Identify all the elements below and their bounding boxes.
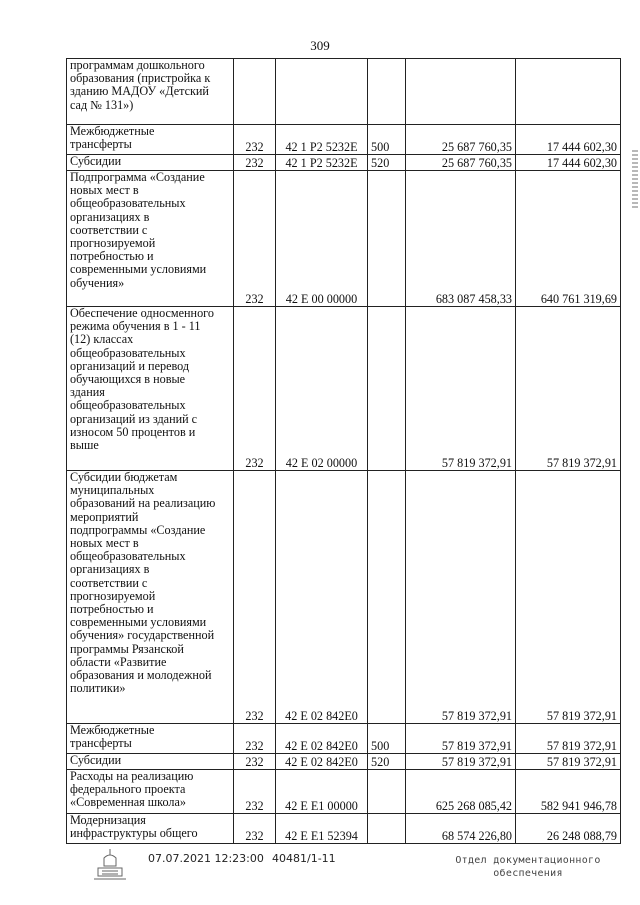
- row-sum-2: [516, 59, 621, 125]
- table-row: [67, 471, 621, 724]
- row-target-code: [276, 59, 368, 125]
- row-expense-type: 500: [368, 125, 406, 155]
- row-target-code: 42 1 P2 5232E: [276, 155, 368, 171]
- row-expense-type: [368, 814, 406, 844]
- footer-datetime: 07.07.2021 12:23:00: [148, 852, 264, 865]
- row-admin-code: 232: [234, 171, 276, 307]
- row-target-code: 42 Е 02 842Е0: [276, 754, 368, 770]
- row-name: программам дошкольного образования (пристройка к зданию МАДОУ «Детский сад № 131»): [67, 59, 234, 125]
- row-sum-1: 683 087 458,33: [406, 171, 516, 307]
- row-sum-1: 57 819 372,91: [406, 307, 516, 471]
- row-sum-2: 57 819 372,91: [516, 754, 621, 770]
- row-name: Расходы на реализацию федерального проекта «Современная школа»: [67, 770, 234, 814]
- row-admin-code: 232: [234, 155, 276, 171]
- row-admin-code: 232: [234, 770, 276, 814]
- row-sum-2: 17 444 602,30: [516, 125, 621, 155]
- row-sum-1: 68 574 226,80: [406, 814, 516, 844]
- row-admin-code: 232: [234, 471, 276, 724]
- row-expense-type: [368, 471, 406, 724]
- row-sum-1: 57 819 372,91: [406, 471, 516, 724]
- table-row: [67, 171, 621, 307]
- table-row: [67, 125, 621, 155]
- row-target-code: 42 Е Е1 52394: [276, 814, 368, 844]
- row-sum-2: 582 941 946,78: [516, 770, 621, 814]
- row-sum-1: 25 687 760,35: [406, 125, 516, 155]
- row-name: Межбюджетные трансферты: [67, 125, 234, 155]
- row-name: Межбюджетные трансферты: [67, 724, 234, 754]
- table-row: [67, 754, 621, 770]
- row-sum-1: 57 819 372,91: [406, 724, 516, 754]
- row-sum-1: 25 687 760,35: [406, 155, 516, 171]
- row-name: Субсидии: [67, 155, 234, 171]
- row-name: Обеспечение односменного режима обучения в 1 - 11 (12) классах общеобразовательных организаций и перевод обучающихся в новые здания общеобразовательных организаций из зданий с износом 50 процентов и выше: [67, 307, 234, 471]
- row-expense-type: 520: [368, 754, 406, 770]
- page-number: 309: [310, 38, 330, 53]
- row-name: Модернизация инфраструктуры общего: [67, 814, 234, 844]
- row-expense-type: 500: [368, 724, 406, 754]
- row-admin-code: 232: [234, 125, 276, 155]
- row-name: Подпрограмма «Создание новых мест в общеобразовательных организациях в соответствии с прогнозируемой потребностью и современными условиями обучения»: [67, 171, 234, 307]
- row-sum-1: [406, 59, 516, 125]
- table-row: [67, 814, 621, 844]
- row-name: Субсидии: [67, 754, 234, 770]
- row-admin-code: [234, 59, 276, 125]
- row-sum-1: 625 268 085,42: [406, 770, 516, 814]
- row-target-code: 42 1 P2 5232E: [276, 125, 368, 155]
- row-target-code: 42 Е 00 00000: [276, 171, 368, 307]
- row-target-code: 42 Е 02 842Е0: [276, 724, 368, 754]
- row-sum-2: 57 819 372,91: [516, 724, 621, 754]
- stamp-line-2: обеспечения: [493, 868, 563, 879]
- row-sum-1: 57 819 372,91: [406, 754, 516, 770]
- row-sum-2: 640 761 319,69: [516, 171, 621, 307]
- row-expense-type: [368, 770, 406, 814]
- table-row: [67, 307, 621, 471]
- row-expense-type: [368, 171, 406, 307]
- row-expense-type: 520: [368, 155, 406, 171]
- stamp-line-1: Отдел документационного: [455, 855, 601, 866]
- row-expense-type: [368, 307, 406, 471]
- emblem-icon: [90, 846, 130, 882]
- department-stamp: [448, 854, 608, 880]
- row-target-code: 42 Е 02 842Е0: [276, 471, 368, 724]
- row-sum-2: 26 248 088,79: [516, 814, 621, 844]
- table-row: [67, 724, 621, 754]
- row-sum-2: 17 444 602,30: [516, 155, 621, 171]
- budget-table: [66, 58, 621, 844]
- row-target-code: 42 Е 02 00000: [276, 307, 368, 471]
- footer-doc-number: 40481/1-11: [272, 852, 336, 865]
- row-name: Субсидии бюджетам муниципальных образований на реализацию мероприятий подпрограммы «Создание новых мест в общеобразовательных организациях в соответствии с прогнозируемой потребностью и современными условиями обучения» государственной программы Рязанской области «Развитие образования и молодежной политики»: [67, 471, 234, 724]
- row-sum-2: 57 819 372,91: [516, 471, 621, 724]
- row-admin-code: 232: [234, 724, 276, 754]
- row-target-code: 42 Е Е1 00000: [276, 770, 368, 814]
- table-row: [67, 59, 621, 125]
- row-admin-code: 232: [234, 754, 276, 770]
- row-sum-2: 57 819 372,91: [516, 307, 621, 471]
- scan-edge-mark: [632, 150, 638, 210]
- table-row: [67, 770, 621, 814]
- row-expense-type: [368, 59, 406, 125]
- table-row: [67, 155, 621, 171]
- row-admin-code: 232: [234, 307, 276, 471]
- row-admin-code: 232: [234, 814, 276, 844]
